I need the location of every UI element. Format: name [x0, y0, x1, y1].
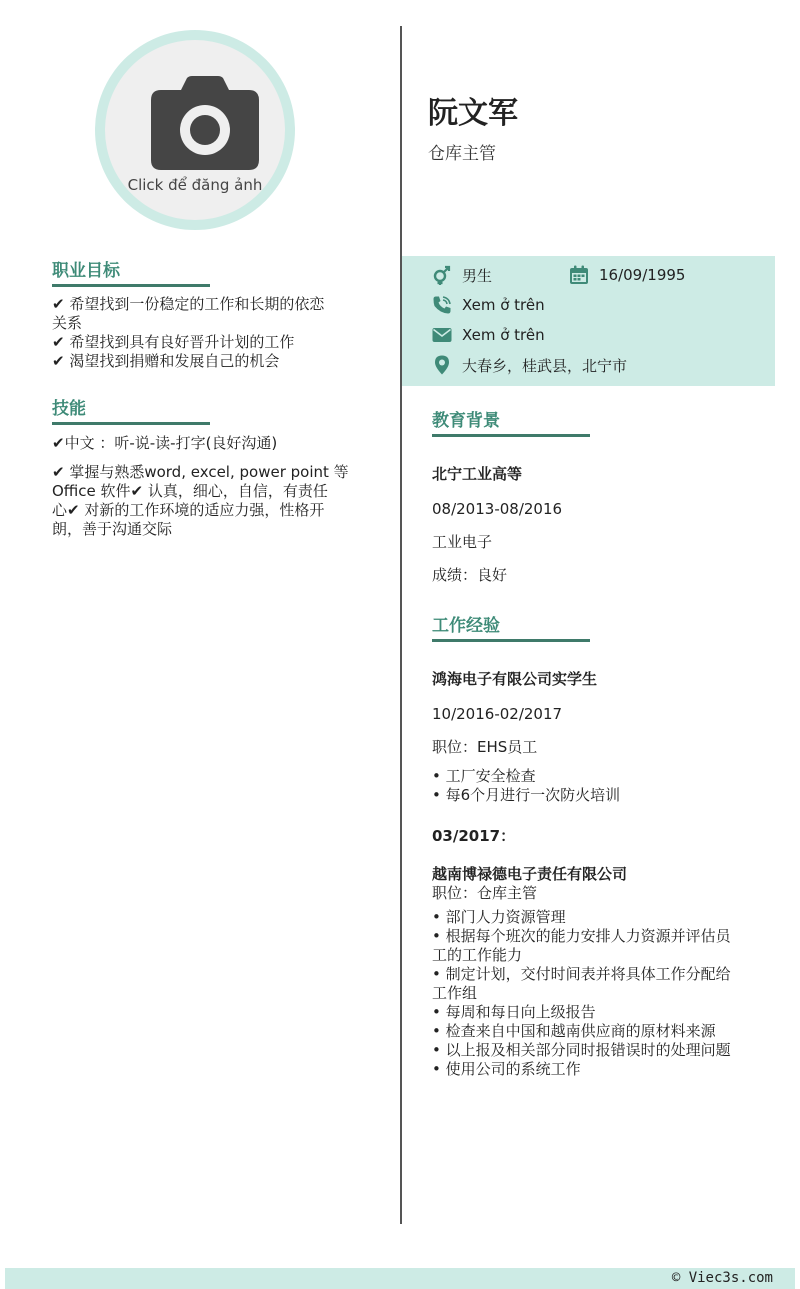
list-item: 工作组 [432, 984, 478, 1002]
objective-heading: 职业目标 [52, 256, 210, 287]
avatar [95, 30, 295, 230]
calendar-icon [569, 265, 589, 285]
list-item: • 部门人力资源管理 [432, 908, 566, 926]
education-major: 工业电子 [432, 533, 493, 551]
list-item: • 每周和每日向上级报告 [432, 1003, 596, 1021]
list-item: 朗，善于沟通交际 [52, 520, 173, 538]
list-item: • 每6个月进行一次防火培训 [432, 786, 621, 804]
email-value: Xem ở trên [462, 326, 545, 344]
job1-period: 10/2016-02/2017 [432, 705, 563, 723]
skills-list [52, 434, 362, 453]
list-item: ✔ 希望找到具有良好晋升计划的工作 [52, 333, 295, 351]
phone-value: Xem ở trên [462, 296, 545, 314]
candidate-name: 阮文军 [428, 96, 518, 131]
footer-copyright: © Viec3s.com [671, 1270, 773, 1286]
list-item: • 工厂安全检查 [432, 767, 536, 785]
gender-icon [432, 265, 452, 285]
job2-role: 职位：仓库主管 [432, 884, 538, 902]
job1-duties [432, 767, 762, 805]
personal-info-panel [402, 256, 775, 386]
list-item: • 制定计划，交付时间表并将具体工作分配给 [432, 965, 731, 983]
camera-icon [151, 76, 259, 170]
photo-upload-button[interactable] [105, 40, 285, 220]
address-value: 大春乡，桂武县，北宁市 [462, 356, 628, 375]
list-item: ✔ 希望找到一份稳定的工作和长期的依恋 [52, 295, 325, 313]
objective-list [52, 295, 362, 371]
skills-list-2 [52, 463, 362, 539]
email-icon [432, 325, 452, 345]
job1-company: 鸿海电子有限公司实学生 [432, 670, 598, 688]
list-item: ✔中文 ：听-说-读-打字(良好沟通) [52, 434, 278, 452]
phone-icon [432, 295, 452, 315]
list-item: ✔ 掌握与熟悉word, excel, power point 等 [52, 463, 349, 481]
list-item: Office 软件✔ 认真，细心，自信，有责任 [52, 482, 328, 500]
skills-heading: 技能 [52, 394, 210, 425]
school-name: 北宁工业高等 [432, 465, 523, 483]
list-item: 关系 [52, 314, 83, 332]
candidate-position: 仓库主管 [428, 144, 496, 164]
list-item: • 以上报及相关部分同时报错误时的处理问题 [432, 1041, 731, 1059]
footer [5, 1268, 795, 1289]
address-row [432, 354, 627, 376]
column-divider [400, 26, 402, 1224]
gender-value: 男生 [462, 266, 493, 285]
list-item: 工的工作能力 [432, 946, 523, 964]
job2-duties [432, 908, 772, 1079]
list-item: • 根据每个班次的能力安排人力资源并评估员 [432, 927, 731, 945]
list-item: ✔ 渴望找到捐赠和发展自己的机会 [52, 352, 280, 370]
list-item: • 使用公司的系统工作 [432, 1060, 581, 1078]
photo-upload-label: Click để đăng ảnh [127, 176, 263, 194]
gender-row [432, 264, 492, 286]
education-grade: 成绩：良好 [432, 566, 508, 584]
job1-role: 职位：EHS员工 [432, 738, 538, 756]
list-item: • 检查来自中国和越南供应商的原材料来源 [432, 1022, 716, 1040]
education-period: 08/2013-08/2016 [432, 500, 563, 518]
job2-company: 越南博禄德电子责任有限公司 [432, 865, 628, 883]
list-item: 心✔ 对新的工作环境的适应力强，性格开 [52, 501, 325, 519]
experience-heading: 工作经验 [432, 611, 590, 642]
job2-period: 03/2017： [432, 827, 516, 845]
location-pin-icon [432, 355, 452, 375]
email-row [432, 324, 545, 346]
phone-row [432, 294, 545, 316]
education-heading: 教育背景 [432, 406, 590, 437]
birthdate-row [569, 264, 685, 286]
birthdate-value: 16/09/1995 [599, 266, 686, 284]
